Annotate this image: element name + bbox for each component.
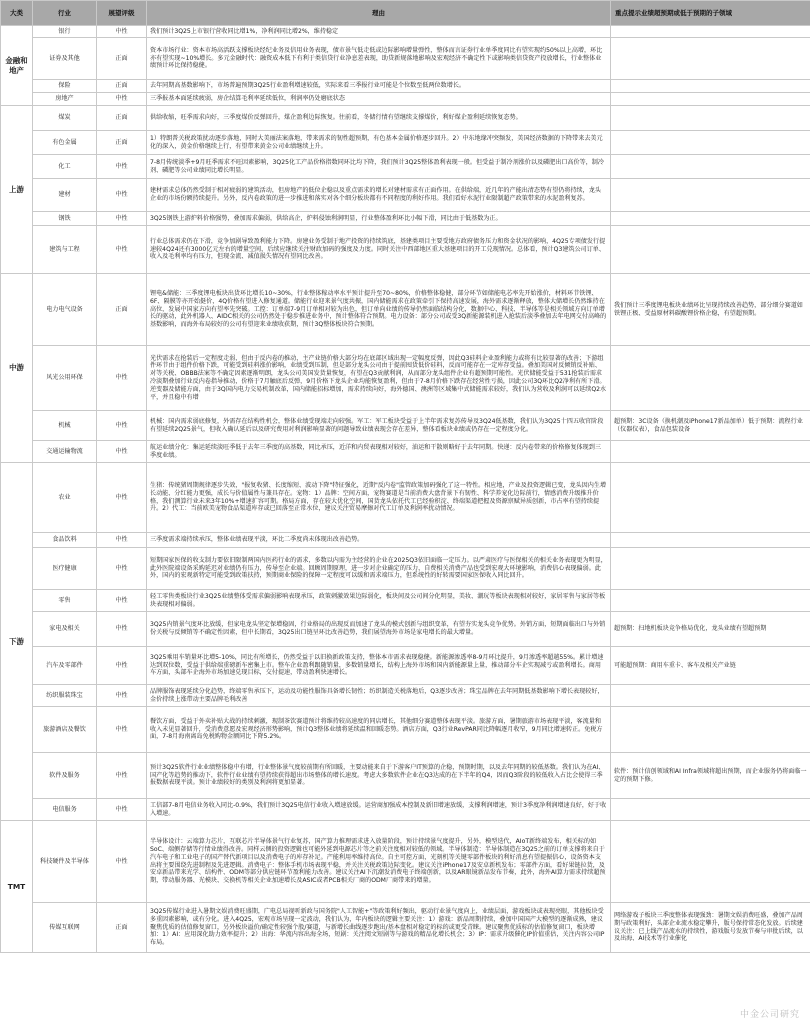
reason-cell: 生猪：传统猪周期规律逐步失效，"报复收猪、长度缩短、波动下降"特征强化，近期"反内卷"监管政策加码强化了这一特性。相应地，产业及投资逻辑已变，龙头因内生增长动能、分红能力更强，成长与价值属性与兼具存在。宠物：1）品牌：空间方面，宠物赛道是当前消费大盘背景下有韧性、科学养宠化边际前行，情感消费升级推升价格，我们测算行业未来3年10%+增速扩容可期。格局方面，存在较大优化空间，国货龙头依托代工已经验积淀、终端渠道把握及资源禀赋异质创新，市占率有望持续提升。2）代工：当前欧美宠物食品渠道库存或已回落至正常水位，建议关注贸易摩擦对代工订单及利润率扰动情况。 bbox=[147, 463, 611, 533]
industry-cell: 建材 bbox=[33, 179, 97, 212]
table-row bbox=[1, 821, 810, 903]
subsector-cell bbox=[611, 821, 810, 903]
subsector-cell: 网络游戏子板块三季度整体表现强劲：暑期文娱消费旺盛，叠加产品周期与政策利好，头部企业流水稳定攀升，版号保持常态化发放。后续建议关注：已上线产品流水的持续性，游戏版号发放节奏与审批后续，以及出海、AI技术等行业催化 bbox=[611, 903, 810, 953]
industry-cell: 零售 bbox=[33, 590, 97, 612]
industry-cell: 煤炭 bbox=[33, 106, 97, 131]
rating-cell: 中性 bbox=[97, 441, 147, 463]
industry-cell: 房地产 bbox=[33, 93, 97, 106]
table-row bbox=[1, 155, 810, 179]
rating-cell: 中性 bbox=[97, 346, 147, 411]
rating-cell: 中性 bbox=[97, 707, 147, 753]
subsector-cell bbox=[611, 590, 810, 612]
subsector-cell bbox=[611, 346, 810, 411]
category-cell: 上游 bbox=[1, 106, 33, 274]
reason-cell: 短期国家医保的收支制力要依旧限制两国内医药行业的需求，多数以内需为主经营的企业在2025Q3依旧面临一定压力。以严肃医疗与医保相关的相关业务表现更为明显，此外医院端设备采购延迟对业绩仍有压力，传导至企业端。回顾周期原理，进一步对企业确定的压力，自费相关消费产品也受到宏观大环境影响，消费信心表现偏弱。此外，国内的宏观新特定可能受到政策扶持，预期商业保险的保障一定程度可以缓和需求端压力，但系统性的好转需要国家医保收入同比回升。 bbox=[147, 548, 611, 590]
table-row bbox=[1, 463, 810, 533]
header-subsector: 重点提示业绩超预期或低于预期的子领域 bbox=[611, 1, 810, 26]
reason-cell: 1）特朗普关税政策扰动逐步落地，同时大美丽法案落地，带来需求的韧性超预期，有色基本金属价格逐步回升。2）中东地缘冲突频发，美国经济数据的下降带来去美元化的深入，黄金价格继续上行，有望带来黄金公司业绩继续上升。 bbox=[147, 131, 611, 155]
table-row bbox=[1, 26, 810, 38]
header-row bbox=[1, 1, 810, 26]
subsector-cell: 超预期：3C设备（换机潮及iPhone17新品加单）低于预期：流程行业（仪器仪表），食品包装设备 bbox=[611, 411, 810, 441]
subsector-cell: 我们预计三季度锂电板块业绩环比呈现持续改善趋势，部分细分赛道如铁锂正极、受益原材料碳酸锂价格企稳，有望超预期。 bbox=[611, 274, 810, 346]
reason-cell: 3Q25钢铁上游炉料价格强势，叠加需求偏弱，供给高企，炉料侵蚀利润明显，行业整体盈利环比小幅下滑，同比由于低基数为正。 bbox=[147, 212, 611, 226]
table-row bbox=[1, 548, 810, 590]
subsector-cell bbox=[611, 707, 810, 753]
subsector-cell bbox=[611, 212, 810, 226]
reason-cell: 航运业绩分化：集运延续淡旺季低于去年三季度的高基数，同比承压，近洋和内贸表现相对较好，油运和干散则略好于去年同期。快递：反内卷带来的价格修复体现到三季度业绩。 bbox=[147, 441, 611, 463]
table-row bbox=[1, 346, 810, 411]
industry-cell: 医疗健康 bbox=[33, 548, 97, 590]
subsector-cell bbox=[611, 131, 810, 155]
industry-cell: 农业 bbox=[33, 463, 97, 533]
reason-cell: 光伏需求在抢装后一定程度走弱，但由于反内卷的推动，主产业链价格大部分均在底部区域出现一定幅度反弹，因此Q3硅料企业盈利能力或将有比较显著的改善；下游组件环节由于组件价格下跌，可能受到硅料涨价影响，业绩受到压制，但是部分龙头公司由于提前囤货低价硅料，反而可能存在一定库存受益。叠加美国对反倾销反补贴、对等关税、OBBB法案等不确定因素逐渐明朗，龙头公司美国发货量恢复，有望在Q3贡献利润，从而部分龙头组件企业有超预期可能性。光伏储能受益于531抢装后需求冷淡期叠加行业反内卷指导推动，价格于7月触底后反弹，9月价格下龙头企业均能恢复盈利，但由于7-8月价格下跌存在经营性亏损，因此公司3Q环比Q2净利有所下滑。逆变器及储能方面，由于3Q国内电力交易机制改革，国内储能招标增加，需求持续向好，海外德国、澳洲等区域集中式储能需求较好，我们认为营收及利润可以延续Q2水平，并且稳中有增 bbox=[147, 346, 611, 411]
rating-cell: 中性 bbox=[97, 612, 147, 647]
industry-cell: 风光公用环保 bbox=[33, 346, 97, 411]
rating-cell: 中性 bbox=[97, 533, 147, 548]
table-row bbox=[1, 93, 810, 106]
reason-cell: 资本市场行业：资本市场高活跃支撑板块经纪业务及信用业务表现，债市景气低走低或边际影响增量弹性，整体而言证券行业单季度同比有望实现约50%以上高增，环比亦有望实现~10%增长。多元金融时代：融资成本低下有利于类信贷行业净息差表现，助贷新规落地影响及宏观经济不确定性下或影响类信贷资产投放增长，行业整体业绩预计环比保持稳健。 bbox=[147, 38, 611, 80]
rating-cell: 正面 bbox=[97, 80, 147, 93]
rating-cell: 中性 bbox=[97, 155, 147, 179]
industry-cell: 软件及服务 bbox=[33, 753, 97, 799]
rating-cell: 正面 bbox=[97, 131, 147, 155]
table-body bbox=[1, 26, 810, 953]
rating-cell: 中性 bbox=[97, 821, 147, 903]
reason-cell: 锂电&储能：三季度锂电板块出货环比增长10~30%，行业整体稼动率水平预计提升至70~80%，价格整体稳健，部分环节如储能电芯率先开始涨价，材料环节铁锂、6F、隔膜等亦开始挺价，4Q价格有望进入修复通道。储能行业迎来景气度共振，国内储能需求在政策牵引下保持高速发展，海外需求逐渐释放，整体大储增长仍然维持在高位，发展中国家方向有望率先突破。工控：订单端7-9月订单相对较为出色，但订单向业绩的传导仍然面临结构分化，数据中心、科技、半导体等是相关领域方向订单增长的驱动，此外机器人、AIDC相关的公司仍然处于稳步推进业务中，预计整体符合预期。电力设备：部分公司或受3Q新能源装机进入抢装后淡季叠加去年电网交付高峰的基数影响，而海外布局较好的公司有望迎来业绩收获期，预计3Q整体板块符合预期。 bbox=[147, 274, 611, 346]
header-category: 大类 bbox=[1, 1, 33, 26]
table-row bbox=[1, 799, 810, 821]
industry-cell: 保险 bbox=[33, 80, 97, 93]
subsector-cell bbox=[611, 38, 810, 80]
subsector-cell: 可能超预期：商用车重卡、客车及相关产业链 bbox=[611, 647, 810, 685]
table-row bbox=[1, 903, 810, 953]
reason-cell: 轻工零售类板块行业3Q25业绩整体受需求偏弱影响表现承压，政策刺激效果边际弱化，板块间及公司间分化明显，美妆、潮玩等板块表现相对较好，家居零售与家居等板块表现相对偏弱。 bbox=[147, 590, 611, 612]
table-row bbox=[1, 179, 810, 212]
table-row bbox=[1, 685, 810, 707]
reason-cell: 去年同期高基数影响下，市场普遍预期3Q25行业盈利增速较低，实际来看三季报行业可能是个位数至低两位数增长。 bbox=[147, 80, 611, 93]
industry-cell: 证券及其他 bbox=[33, 38, 97, 80]
table-row bbox=[1, 441, 810, 463]
reason-cell: 预计3Q25软件行业业绩整体稳中有增，行业整体景气度较前期有所回暖，主要动能来自于下游客户IT预算的企稳，预期时期，以及去年同期的较低基数。我们认为在AI、国产化等趋势的推动下，软件行业业绩有望持续获得超出市场整体的增长速度。考虑大多数软件企业在Q3达成的在下半年的Q4，因而Q3阶段的较低收入占比会使得三季报数据表现平淡。预计业绩较好的类别及利润将更加显著。 bbox=[147, 753, 611, 799]
rating-cell: 正面 bbox=[97, 38, 147, 80]
industry-cell: 化工 bbox=[33, 155, 97, 179]
table-row bbox=[1, 533, 810, 548]
industry-cell: 传媒互联网 bbox=[33, 903, 97, 953]
rating-cell: 正面 bbox=[97, 903, 147, 953]
rating-cell: 中性 bbox=[97, 753, 147, 799]
industry-cell: 电力电气设备 bbox=[33, 274, 97, 346]
reason-cell: 3Q25传媒行业进入暑期文娱消费旺盛期，广电总局视听新政与国务院"人工智能+"等政策利好频出，驱动行业景气度向上，业绩层面，游戏板块或表现亮眼，其他板块受多重因素影响，或有分化。进入4Q25，宏观市场呈现一定波动，我们认为，年内板块的逻辑主要关注：1）游戏：新品周期持续，叠加中国国产大模型的逐渐成熟，建议聚焦优质的估值修复窗口，另外板块溢价/确定性较强个股/赛道，与新增长曲线逐步跑出/基本盘相对稳定的标的或更受青睐。建议聚焦优质标的估值修复窗口，板块增加：1）AI：应用深化助力效率提升；2）出海：华流内容出海全场，短剧：关注阅文短剧等与游戏的精品化增长机会；3）IP：需求升级催化IP价值重估，关注内容公司IP布局。 bbox=[147, 903, 611, 953]
industry-cell: 食品饮料 bbox=[33, 533, 97, 548]
subsector-cell bbox=[611, 179, 810, 212]
rating-cell: 中性 bbox=[97, 590, 147, 612]
category-cell: 金融和地产 bbox=[1, 26, 33, 106]
industry-cell: 交通运输物流 bbox=[33, 441, 97, 463]
reason-cell: 半导体设计：云端算力芯片，互联芯片半导体景气行业复苏，国产算力推理需求进入放量阶段，预计持续景气度提升，另外，模型迭代，AIoT新终端发布，相关标的如SoC、端侧存储等行情业绩得改善。同样云侧的投资逻辑也可能外延到电源芯片等之前关注度相对较低的领域。半导体制造：半导体制造在3Q25之前的订单支撑将来自于汽车电子和工业电子的国产替代新项目以及消费电子的库存补足。产能利用率维持高位。自主可控方面，光刻机等关键零部件板块的利好消息有望提振信心，设备资本支出将主要围绕先进制程及先进逻辑。消费电子：整体手机市场表现平稳，并关注关税政策边际变化。建议关注iPhone17及安卓新机发布；零部件方面，看好果链拉货，及安卓新品带来光学、结构件、ODM等部分供应链环节盈利能力改善。建议关注AI下沉潮发消费电子终端创新，以及AR眼镜新品发布节奏，此外，海外AI算力需求持续超预期，带动服务器、光模块、交换机等相关企业加速增长及ASIC或者PCB相关厂商的ODM厂商带来的增量。 bbox=[147, 821, 611, 903]
reason-cell: 品牌服饰表现延续分化趋势，终端零售承压下，运动及功能性服饰具备增长韧性；纺织制造关税落地后，Q3逐步改善；珠宝品牌在去年同期低基数影响下增长表现较好，金价持续上涨带动主要品牌毛利改善 bbox=[147, 685, 611, 707]
header-industry: 行业 bbox=[33, 1, 97, 26]
watermark: 中金公司研究 bbox=[739, 1010, 800, 1020]
industry-cell: 旅游酒店及餐饮 bbox=[33, 707, 97, 753]
header-reason: 理由 bbox=[147, 1, 611, 26]
reason-cell: 3Q25内销景气度环比放缓，但家电龙头坚定保增稳固，行业格局的出现反而加速了龙头的模式创新与组织变革，有望夯实龙头竞争优势。外销方面，短期面临出口与外销份关税与反倾销等不确定性因素，但中长期看，3Q25出口链呈环比改善趋势，我们展望海外市场是家电增长的最大增量。 bbox=[147, 612, 611, 647]
reason-cell: 我们预计3Q25上市银行营收同比增1%，净利润同比增2%，维持稳定 bbox=[147, 26, 611, 38]
reason-cell: 机械：国内需求弱底修复，外需存在结构性机会，整体业绩受现端走向较强。军工：军工板块受益于上半年需求复苏传导及3Q24低基数，我们认为3Q25十四五收官阶段有望延续2Q25景气，但收入确认延后以及研究费用对利润影响显著的问题导致业绩表现会存在差异，整体看板块业绩或仍存在一定程度分化。 bbox=[147, 411, 611, 441]
reason-cell: 7-8月传统淡季+9月旺季需求不旺因素影响，3Q25化工产品价格指数同环比均下降，我们预计3Q25整体盈利表现一般。但受益于制冷剂涨价以及磷肥出口高价等，制冷剂、磷肥等公司业绩同比增长明显。 bbox=[147, 155, 611, 179]
subsector-cell bbox=[611, 548, 810, 590]
rating-cell: 中性 bbox=[97, 26, 147, 38]
industry-cell: 银行 bbox=[33, 26, 97, 38]
industry-cell: 科技硬件及半导体 bbox=[33, 821, 97, 903]
rating-cell: 中性 bbox=[97, 647, 147, 685]
subsector-cell: 超预期：扫地机板块竞争格局优化，龙头业绩有望超预期 bbox=[611, 612, 810, 647]
industry-cell: 钢铁 bbox=[33, 212, 97, 226]
subsector-cell bbox=[611, 685, 810, 707]
subsector-cell bbox=[611, 106, 810, 131]
subsector-cell: 软件：预计信创领域和AI Infra领域将超出预期，而企业服务仍将面临一定的预期下修。 bbox=[611, 753, 810, 799]
subsector-cell bbox=[611, 155, 810, 179]
table-row bbox=[1, 106, 810, 131]
rating-cell: 中性 bbox=[97, 179, 147, 212]
table-row bbox=[1, 131, 810, 155]
industry-cell: 有色金属 bbox=[33, 131, 97, 155]
table-row bbox=[1, 274, 810, 346]
rating-cell: 中性 bbox=[97, 411, 147, 441]
rating-cell: 中性 bbox=[97, 799, 147, 821]
subsector-cell bbox=[611, 441, 810, 463]
subsector-cell bbox=[611, 80, 810, 93]
subsector-cell bbox=[611, 533, 810, 548]
reason-cell: 3Q25乘用车销量环比增5-10%，同比有所增长，仍然受益于以旧换新政策支持，整体本市需求表现稳健。新能源渗透率8-9月环比提升，9月渗透率超越55%。累计增速达到双位数，受益于供给端重磅新车密集上市。整车企业盈利跟随销量，多数销量增长，结构上海外市场和国内新能源量上量，推动部分车企实现减亏或盈利增长。商用车方面，头部车企海外市场加速兑现目标，交付提速，带动盈利快速增长。 bbox=[147, 647, 611, 685]
category-cell: 中游 bbox=[1, 274, 33, 463]
rating-cell: 中性 bbox=[97, 548, 147, 590]
rating-cell: 正面 bbox=[97, 106, 147, 131]
industry-cell: 家电及相关 bbox=[33, 612, 97, 647]
reason-cell: 工信部7-8月电信业务收入同比-0.9%，我们预计3Q25电信行业收入增速放缓。运营商加强成本控制及新旧增速放缓，支撑利润增速，预计3季度净利润增速良好，好于收入增速。 bbox=[147, 799, 611, 821]
reason-cell: 行业总体需求仍在下滑，竞争加剧导致盈利能力下降。房建业务受制于地产投资的持续筑底，基建类项目主要受地方政府债务压力和资金状况的影响，4Q25专项债发行提速较4Q24还有3000亿元左右的增量空间，后续应继续关注财政加码的强度及力度。同时关注中西部地区重大基建项目的开工兑现情况。总体看，预计Q3建筑公司订单、收入及毛利率均有压力，但现金流、减值损失情况有望同比改善。 bbox=[147, 226, 611, 274]
rating-cell: 中性 bbox=[97, 212, 147, 226]
rating-cell: 中性 bbox=[97, 226, 147, 274]
table-row bbox=[1, 707, 810, 753]
rating-cell: 中性 bbox=[97, 463, 147, 533]
industry-cell: 纺织服装珠宝 bbox=[33, 685, 97, 707]
subsector-cell bbox=[611, 226, 810, 274]
subsector-cell bbox=[611, 26, 810, 38]
reason-cell: 建材需求总体仍然受制于相对疲弱的建筑活动，但房地产的低位企稳以及重点需求的增长对建材需求有正面作用。在供给端，近几年的产能出清态势有望仍将持续，龙头企业的市场份额持续提升。另外，反内卷政策的进一步推进和落实对各个细分板块都有不同程度的利好作用。我们看好水泥行业限制超产政策带来的水泥盈利复苏。 bbox=[147, 179, 611, 212]
industry-cell: 机械 bbox=[33, 411, 97, 441]
table-row bbox=[1, 612, 810, 647]
rating-cell: 中性 bbox=[97, 93, 147, 106]
subsector-cell bbox=[611, 799, 810, 821]
industry-cell: 汽车及零部件 bbox=[33, 647, 97, 685]
industry-cell: 电信服务 bbox=[33, 799, 97, 821]
table-row bbox=[1, 226, 810, 274]
rating-cell: 中性 bbox=[97, 685, 147, 707]
category-cell: 下游 bbox=[1, 463, 33, 821]
table-row bbox=[1, 753, 810, 799]
category-cell: TMT bbox=[1, 821, 33, 953]
reason-cell: 三季度需求端持续承压，整体业绩表现平淡，环比二季度尚未体现出改善趋势。 bbox=[147, 533, 611, 548]
rating-cell: 正面 bbox=[97, 274, 147, 346]
table-row bbox=[1, 590, 810, 612]
table-row bbox=[1, 647, 810, 685]
subsector-cell bbox=[611, 463, 810, 533]
subsector-cell bbox=[611, 93, 810, 106]
table-row bbox=[1, 212, 810, 226]
table-row bbox=[1, 80, 810, 93]
reason-cell: 餐饮方面，受益于外卖补贴大战的持续刺激，现制茶饮赛道预计将维持较高速度的同店增长，其他细分赛道整体表现平淡。旅游方面，暑期旅游市场表现平淡，客流量和收入未见显著回升，受消费意愿及宏观经济形势影响，预计Q3整体业绩将延续温和回暖态势。酒店方面，Q3行业RevPAR同比降幅逐月收窄，9月同比增速转正。免税方面，7-8月海南离岛免税购物金额同比下降5.2%。 bbox=[147, 707, 611, 753]
header-rating: 展望评级 bbox=[97, 1, 147, 26]
table-row bbox=[1, 411, 810, 441]
industry-cell: 建筑与工程 bbox=[33, 226, 97, 274]
reason-cell: 三季报基本面延续疲弱，房企结算毛利率延续低位，利润率仍处磨底状态 bbox=[147, 93, 611, 106]
reason-cell: 供给收缩，旺季需求向好，三季度煤价反弹回升，煤企盈利边际恢复。往前看，冬储行情有望继续支撑煤价，利好煤企盈利延续恢复态势。 bbox=[147, 106, 611, 131]
table-row bbox=[1, 38, 810, 80]
